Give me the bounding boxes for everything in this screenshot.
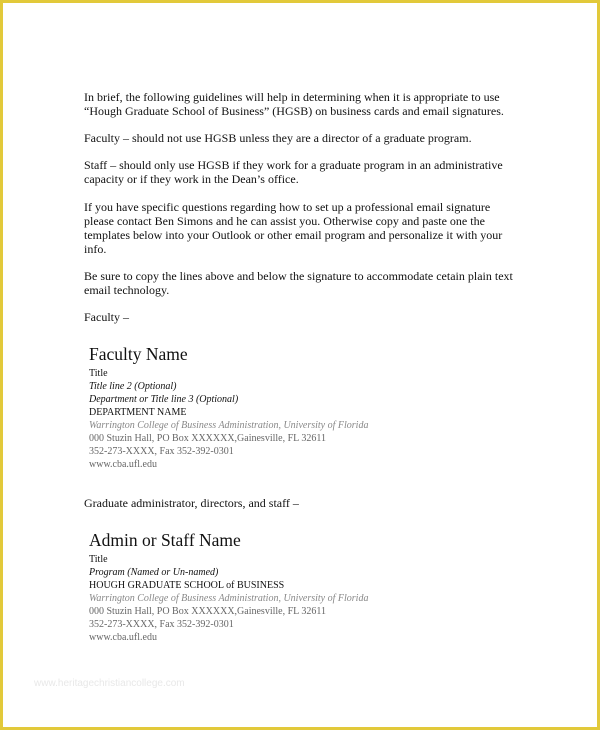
- faculty-rule-paragraph: Faculty – should not use HGSB unless they are a director of a graduate program.: [84, 131, 472, 145]
- faculty-web: www.cba.ufl.edu: [89, 459, 157, 470]
- faculty-signature: [89, 344, 469, 471]
- admin-school: HOUGH GRADUATE SCHOOL of BUSINESS: [89, 580, 285, 591]
- admin-program: Program (Named or Un-named): [89, 567, 219, 578]
- questions-paragraph: If you have specific questions regarding how to set up a professional email signature please contact Ben Simons and he can assist you. Otherwise copy and paste one the templates below into your Outlook or other email program and personalize it with your info.: [84, 200, 503, 256]
- faculty-heading: Faculty –: [84, 310, 129, 324]
- faculty-college: Warrington College of Business Administration, University of Florida: [89, 420, 369, 431]
- watermark-text: www.heritagechristiancollege.com: [34, 678, 185, 689]
- faculty-title-line-2: Title line 2 (Optional): [89, 381, 177, 392]
- faculty-name: Faculty Name: [89, 344, 188, 364]
- faculty-title-line-3: Department or Title line 3 (Optional): [89, 394, 239, 405]
- faculty-phone: 352-273-XXXX, Fax 352-392-0301: [89, 446, 234, 457]
- faculty-department: DEPARTMENT NAME: [89, 407, 187, 418]
- admin-signature: [89, 530, 469, 644]
- intro-paragraph: In brief, the following guidelines will help in determining when it is appropriate to use “Hough Graduate School of Business” (HGSB) on business cards and email signatures.: [84, 90, 504, 118]
- admin-phone: 352-273-XXXX, Fax 352-392-0301: [89, 619, 234, 630]
- admin-web: www.cba.ufl.edu: [89, 632, 157, 643]
- copy-note-paragraph: Be sure to copy the lines above and below the signature to accommodate cetain plain text email technology.: [84, 269, 513, 297]
- admin-address: 000 Stuzin Hall, PO Box XXXXXX,Gainesville, FL 32611: [89, 606, 327, 617]
- admin-college: Warrington College of Business Administration, University of Florida: [89, 593, 369, 604]
- faculty-address: 000 Stuzin Hall, PO Box XXXXXX,Gainesville, FL 32611: [89, 433, 327, 444]
- staff-rule-paragraph: Staff – should only use HGSB if they work for a graduate program in an administrative capacity or if they work in the Dean’s office.: [84, 158, 503, 186]
- admin-name: Admin or Staff Name: [89, 530, 241, 550]
- admin-heading: Graduate administrator, directors, and staff –: [84, 496, 299, 510]
- faculty-title: Title: [89, 368, 108, 379]
- admin-title: Title: [89, 554, 108, 565]
